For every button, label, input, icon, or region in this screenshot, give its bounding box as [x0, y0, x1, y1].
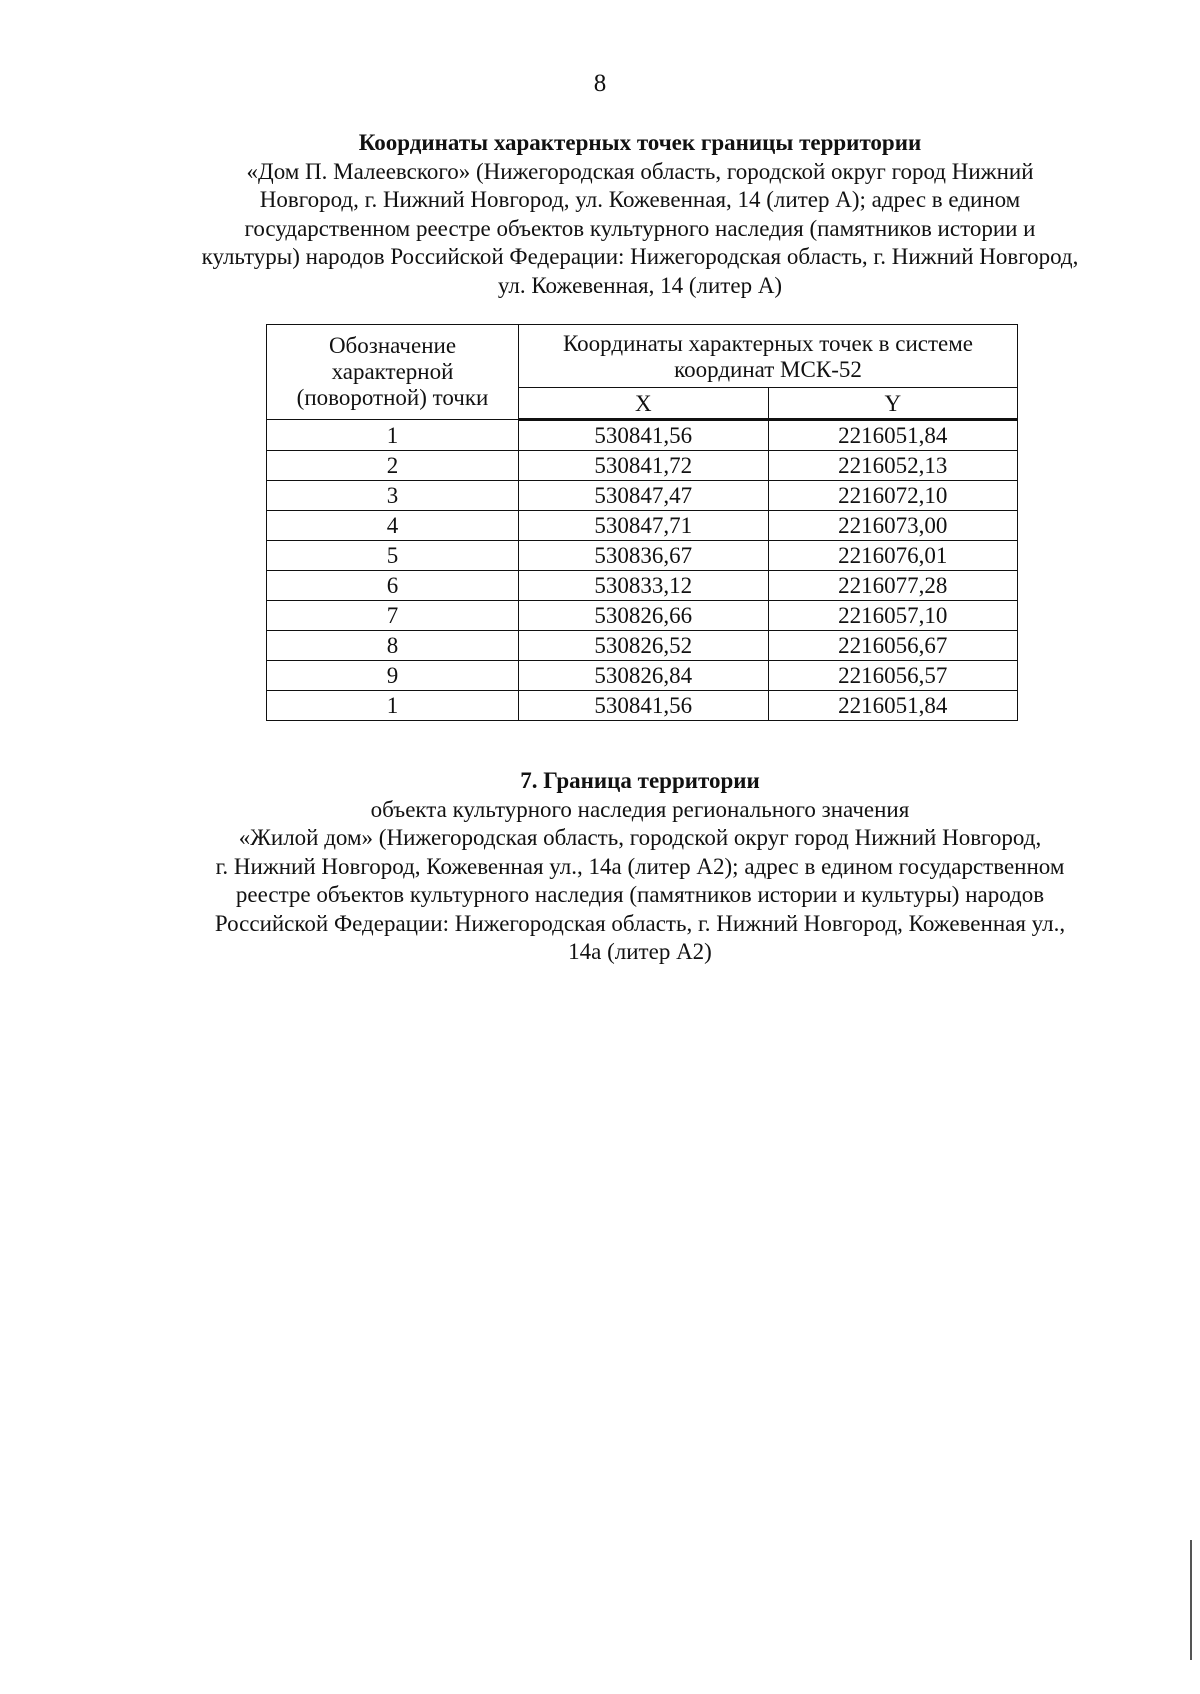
- cell-point: 9: [267, 661, 519, 691]
- cell-point: 1: [267, 691, 519, 721]
- cell-x: 530836,67: [519, 541, 769, 571]
- cell-point: 3: [267, 481, 519, 511]
- section-text-line: культуры) народов Российской Федерации: Нижегородская область, г. Нижний Новгород,: [201, 244, 1079, 269]
- section-text-line: «Дом П. Малеевского» (Нижегородская область, городской округ город Нижний: [246, 158, 1034, 184]
- cell-point: 5: [267, 541, 519, 571]
- cell-y: 2216057,10: [768, 601, 1018, 631]
- coordinates-table: [266, 324, 1018, 721]
- cell-x: 530841,56: [519, 691, 769, 721]
- cell-y: 2216056,57: [768, 661, 1018, 691]
- section-text-line: Российской Федерации: Нижегородская область, г. Нижний Новгород, Кожевенная ул.,: [214, 910, 1066, 936]
- cell-point: 8: [267, 631, 519, 661]
- page-number: 8: [593, 70, 607, 97]
- section-text-line: государственном реестре объектов культурного наследия (памятников истории и: [244, 215, 1036, 241]
- cell-point: 2: [267, 451, 519, 481]
- section-text-line: Новгород, г. Нижний Новгород, ул. Кожевенная, 14 (литер А); адрес в едином: [259, 187, 1021, 212]
- section-title: 7. Граница территории: [520, 768, 760, 793]
- cell-y: 2216077,28: [768, 571, 1018, 601]
- section-text-line: ул. Кожевенная, 14 (литер А): [497, 272, 783, 298]
- header-y: Y: [768, 388, 1018, 420]
- cell-y: 2216051,84: [768, 691, 1018, 721]
- header-text-line: Обозначение: [328, 333, 457, 358]
- cell-y: 2216056,67: [768, 631, 1018, 661]
- header-point-designation: [267, 325, 519, 420]
- cell-x: 530841,72: [519, 451, 769, 481]
- cell-x: 530847,47: [519, 481, 769, 511]
- cell-point: 4: [267, 511, 519, 541]
- header-x: X: [519, 388, 769, 420]
- cell-y: 2216072,10: [768, 481, 1018, 511]
- section-text-line: «Жилой дом» (Нижегородская область, городской округ город Нижний Новгород,: [238, 825, 1042, 850]
- table-row: [267, 691, 1018, 721]
- cell-y: 2216051,84: [768, 420, 1018, 451]
- cell-x: 530826,52: [519, 631, 769, 661]
- cell-x: 530847,71: [519, 511, 769, 541]
- cell-point: 1: [267, 420, 519, 451]
- cell-y: 2216073,00: [768, 511, 1018, 541]
- cell-point: 7: [267, 601, 519, 631]
- table-row: [267, 661, 1018, 691]
- cell-point: 6: [267, 571, 519, 601]
- header-text-line: (поворотной) точки: [296, 385, 489, 410]
- header-text-line: координат МСК-52: [674, 357, 862, 382]
- cell-x: 530826,66: [519, 601, 769, 631]
- section-text-line: объекта культурного наследия регионального значения: [370, 796, 910, 822]
- scan-edge-mark: [1190, 1540, 1192, 1660]
- section-text-line: г. Нижний Новгород, Кожевенная ул., 14а (литер А2); адрес в едином государственном: [215, 853, 1065, 879]
- table-row: [267, 420, 1018, 451]
- cell-y: 2216052,13: [768, 451, 1018, 481]
- table-row: [267, 481, 1018, 511]
- section-territory-boundary: [170, 767, 1110, 967]
- table-row: [267, 601, 1018, 631]
- cell-x: 530841,56: [519, 420, 769, 451]
- table-row: [267, 511, 1018, 541]
- header-text-line: характерной: [331, 359, 454, 384]
- section-title: Координаты характерных точек границы территории: [358, 130, 922, 155]
- section-coordinates-intro: [170, 129, 1110, 300]
- table-row: [267, 451, 1018, 481]
- cell-x: 530833,12: [519, 571, 769, 601]
- cell-y: 2216076,01: [768, 541, 1018, 571]
- header-text-line: Координаты характерных точек в системе: [562, 331, 974, 356]
- section-text-line: 14а (литер А2): [568, 939, 712, 964]
- cell-x: 530826,84: [519, 661, 769, 691]
- section-text-line: реестре объектов культурного наследия (памятников истории и культуры) народов: [235, 882, 1045, 907]
- header-coordinate-system: [519, 325, 1018, 388]
- table-row: [267, 541, 1018, 571]
- table-row: [267, 571, 1018, 601]
- table-row: [267, 631, 1018, 661]
